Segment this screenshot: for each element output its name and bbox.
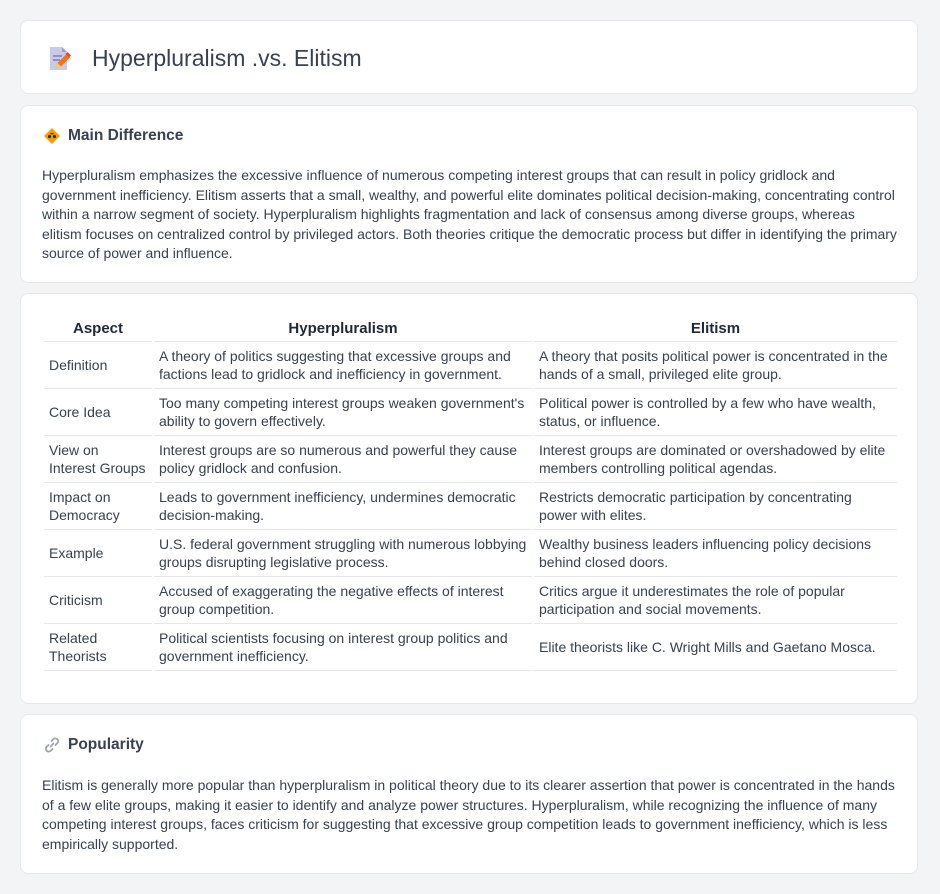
table-row (44, 436, 897, 483)
popularity-heading: Popularity (68, 736, 144, 753)
page-title: Hyperpluralism .vs. Elitism (92, 45, 362, 71)
hyperpluralism-cell: U.S. federal government struggling with numerous lobbying groups disrupting legislative process. (154, 530, 532, 577)
aspect-cell: Core Idea (44, 389, 152, 436)
header-aspect: Aspect (44, 315, 152, 342)
aspect-cell: Criticism (44, 577, 152, 624)
document-edit-icon (47, 46, 71, 72)
table-row (44, 577, 897, 624)
main-difference-card (20, 105, 918, 283)
aspect-cell: Example (44, 530, 152, 577)
popularity-header (43, 735, 144, 755)
aspect-cell: Definition (44, 342, 152, 389)
hyperpluralism-cell: Accused of exaggerating the negative effects of interest group competition. (154, 577, 532, 624)
header-hyperpluralism: Hyperpluralism (154, 315, 532, 342)
hyperpluralism-cell: Interest groups are so numerous and powerful they cause policy gridlock and confusion. (154, 436, 532, 483)
header-card (20, 20, 918, 94)
elitism-cell: Political power is controlled by a few who have wealth, status, or influence. (534, 389, 897, 436)
popularity-text: Elitism is generally more popular than hyperpluralism in political theory due to its clearer assertion that power is concentrated in the hands of a few elite groups, making it easier to identify and analyze power structures. Hyperpluralism, while recognizing the influence of many competing interest groups, faces criticism for suggesting that excessive group competition leads to government inefficiency, which is less empirically supported. (42, 777, 895, 852)
hyperpluralism-cell: Leads to government inefficiency, undermines democratic decision-making. (154, 483, 532, 530)
elitism-cell: Interest groups are dominated or overshadowed by elite members controlling political agendas. (534, 436, 897, 483)
hyperpluralism-cell: A theory of politics suggesting that excessive groups and factions lead to gridlock and inefficiency in government. (154, 342, 532, 389)
hyperpluralism-cell: Political scientists focusing on interest group politics and government inefficiency. (154, 624, 532, 671)
table-row (44, 530, 897, 577)
main-difference-header (43, 126, 183, 146)
aspect-cell: Impact on Democracy (44, 483, 152, 530)
elitism-cell: Elite theorists like C. Wright Mills and Gaetano Mosca. (534, 624, 897, 671)
comparison-card (20, 293, 918, 704)
link-icon (43, 736, 61, 754)
aspect-cell: Related Theorists (44, 624, 152, 671)
diamond-sign-icon (43, 127, 61, 145)
popularity-card (20, 714, 918, 874)
elitism-cell: Restricts democratic participation by concentrating power with elites. (534, 483, 897, 530)
elitism-cell: Wealthy business leaders influencing policy decisions behind closed doors. (534, 530, 897, 577)
elitism-cell: A theory that posits political power is concentrated in the hands of a small, privileged elite group. (534, 342, 897, 389)
elitism-cell: Critics argue it underestimates the role of popular participation and social movements. (534, 577, 897, 624)
table-row (44, 389, 897, 436)
table-row (44, 483, 897, 530)
hyperpluralism-cell: Too many competing interest groups weaken government's ability to govern effectively. (154, 389, 532, 436)
table-header-row (44, 315, 897, 342)
main-difference-text: Hyperpluralism emphasizes the excessive influence of numerous competing interest groups that can result in policy gridlock and government inefficiency. Elitism asserts that a small, wealthy, and powerful elite dominates political decision-making, concentrating control within a narrow segment of society. Hyperpluralism highlights fragmentation and lack of consensus among diverse groups, whereas elitism focuses on centralized control by privileged actors. Both theories critique the democratic process but differ in identifying the primary source of power and influence. (42, 167, 897, 262)
header-elitism: Elitism (534, 315, 897, 342)
main-difference-heading: Main Difference (68, 127, 184, 144)
table-row (44, 624, 897, 671)
table-row (44, 342, 897, 389)
aspect-cell: View on Interest Groups (44, 436, 152, 483)
comparison-table (42, 315, 899, 671)
